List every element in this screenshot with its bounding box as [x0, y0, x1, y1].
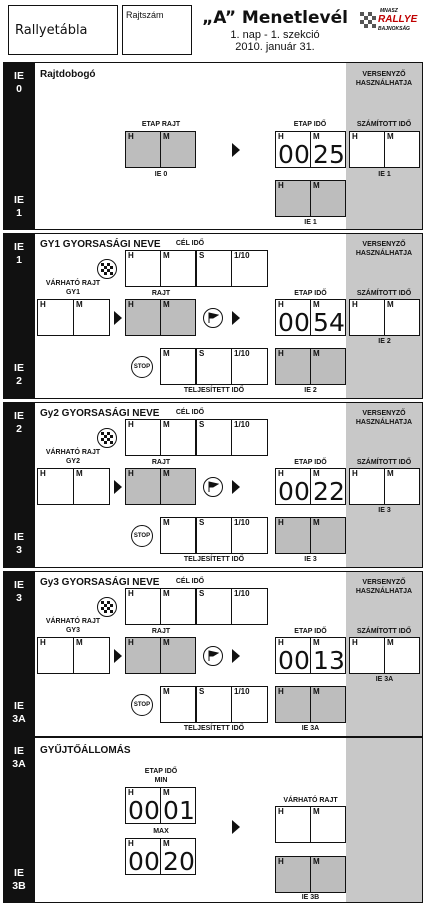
logo-main-text: RALLYE — [378, 14, 418, 25]
rajt-minute[interactable]: M — [160, 299, 196, 336]
cel-minute[interactable]: M — [160, 250, 196, 287]
checkered-flag-svg — [101, 263, 113, 275]
ie-top-b: 2 — [16, 423, 22, 435]
etap-ido-hour[interactable]: H 0 0 — [275, 637, 311, 674]
checkered-flag-svg — [101, 432, 113, 444]
ie-bot-a: IE — [14, 700, 24, 712]
ie-1-label: IE 1 — [378, 171, 391, 178]
section-start-sidebar — [3, 62, 35, 230]
etap-ido-label: ETAP IDŐ — [294, 290, 327, 297]
ie1-minute[interactable]: M — [310, 180, 346, 217]
cel-second[interactable]: S — [196, 250, 232, 287]
hasznalhatja-label: HASZNÁLHATJA — [355, 588, 413, 595]
etap-ido-hour[interactable]: H 0 0 — [275, 131, 311, 168]
ie-top-a: IE — [14, 410, 24, 422]
ie-minute[interactable]: M — [310, 517, 346, 554]
ie-right-label: IE 3A — [375, 676, 394, 683]
szamitott-hour[interactable]: H — [349, 468, 385, 505]
rajt-minute[interactable]: M — [160, 468, 196, 505]
arrow-right-icon — [114, 480, 122, 494]
teljesitett-tenth[interactable]: 1/10 — [231, 686, 268, 723]
section-collection-sidebar — [3, 737, 35, 903]
rajt-label: RAJT — [151, 628, 171, 635]
varhato-rajt-sub: GY2 — [65, 458, 80, 465]
teljesitett-label: TELJESÍTETT IDŐ — [183, 556, 245, 563]
arrow-right-icon — [232, 649, 240, 663]
ie-bot-b: 3A — [12, 713, 26, 725]
logo-top-text: MNASZ — [380, 8, 398, 14]
page-title: „A” Menetlevél — [202, 8, 348, 28]
cel-tenth[interactable]: 1/10 — [231, 588, 268, 625]
stage-2-sidebar — [3, 402, 35, 568]
szamitott-ido-label: SZÁMÍTOTT IDŐ — [356, 121, 412, 128]
flag-svg — [207, 481, 219, 493]
cel-hour[interactable]: H — [125, 250, 161, 287]
ie-bottom-label: IE 2 — [304, 387, 317, 394]
stop-icon: STOP — [131, 694, 153, 716]
max-hour[interactable]: H 0 0 — [125, 838, 161, 875]
ie-right-label: IE 2 — [378, 338, 391, 345]
ie3b-hour[interactable]: H — [275, 856, 311, 893]
start-number-box[interactable] — [122, 5, 192, 55]
ie-hour[interactable]: H — [275, 686, 311, 723]
ie-top-a: IE — [14, 241, 24, 253]
ie-bot-a: IE — [14, 194, 24, 206]
teljesitett-tenth[interactable]: 1/10 — [231, 517, 268, 554]
teljesitett-second[interactable]: S — [196, 686, 232, 723]
etap-rajt-hour[interactable]: H — [125, 131, 161, 168]
teljesitett-minute[interactable]: M — [160, 517, 196, 554]
ie-bot-b: 3B — [12, 880, 26, 892]
max-label: MAX — [153, 828, 169, 835]
versenyzo-label: VERSENYZŐ — [362, 241, 406, 248]
stage-3-sidebar — [3, 571, 35, 737]
teljesitett-label: TELJESÍTETT IDŐ — [183, 725, 245, 732]
flag-svg — [207, 650, 219, 662]
arrow-right-icon — [114, 311, 122, 325]
start-flag-icon — [203, 646, 223, 666]
cel-minute[interactable]: M — [160, 419, 196, 456]
teljesitett-second[interactable]: S — [196, 348, 232, 385]
szamitott-ido-label: SZÁMÍTOTT IDŐ — [356, 628, 412, 635]
etap-ido-hour[interactable]: H 0 0 — [275, 299, 311, 336]
szamitott-minute[interactable]: M — [384, 131, 420, 168]
cel-second[interactable]: S — [196, 588, 232, 625]
varhato-rajt-sub: GY1 — [65, 289, 80, 296]
stop-icon: STOP — [131, 356, 153, 378]
szamitott-ido-label: SZÁMÍTOTT IDŐ — [356, 290, 412, 297]
versenyzo-label: VERSENYZŐ — [362, 410, 406, 417]
rajt-minute[interactable]: M — [160, 637, 196, 674]
ie-bot-a: IE — [14, 531, 24, 543]
varhato-rajt-label: VÁRHATÓ RAJT — [45, 280, 101, 287]
szamitott-hour[interactable]: H — [349, 637, 385, 674]
etap-ido-minute[interactable]: M 2 2 — [310, 468, 346, 505]
checkered-flag-svg — [101, 601, 113, 613]
ie-bottom-label: IE 3A — [301, 725, 320, 732]
ie-bot-a: IE — [14, 867, 24, 879]
varhato-rajt-label: VÁRHATÓ RAJT — [45, 618, 101, 625]
szamitott-minute[interactable]: M — [384, 468, 420, 505]
varhato-hour[interactable]: H — [37, 299, 74, 336]
ie-3b-label: IE 3B — [301, 894, 320, 901]
szamitott-minute[interactable]: M — [384, 299, 420, 336]
teljesitett-minute[interactable]: M — [160, 686, 196, 723]
ie-hour[interactable]: H — [275, 348, 311, 385]
max-minute[interactable]: M 2 0 — [160, 838, 196, 875]
section-collection-title: GYŰJTŐÁLLOMÁS — [40, 745, 131, 756]
varhato-rajt-label: VÁRHATÓ RAJT — [45, 449, 101, 456]
etap-rajt-label: ETAP RAJT — [141, 121, 181, 128]
versenyzo-label: VERSENYZŐ — [362, 579, 406, 586]
teljesitett-label: TELJESÍTETT IDŐ — [183, 387, 245, 394]
szamitott-hour[interactable]: H — [349, 299, 385, 336]
varhato-minute[interactable]: M — [73, 299, 110, 336]
teljesitett-minute[interactable]: M — [160, 348, 196, 385]
checkered-flag-icon — [97, 259, 117, 279]
etap-ido-label: ETAP IDŐ — [294, 459, 327, 466]
varhato-minute[interactable]: M — [73, 637, 110, 674]
szamitott-hour[interactable]: H — [349, 131, 385, 168]
ie-bot-b: 1 — [16, 207, 22, 219]
cel-tenth[interactable]: 1/10 — [231, 419, 268, 456]
cel-ido-label: CÉL IDŐ — [175, 409, 205, 416]
rajt-label: RAJT — [151, 290, 171, 297]
arrow-right-icon — [232, 480, 240, 494]
start-number-label: Rajtszám — [126, 10, 164, 20]
rajt-label: RAJT — [151, 459, 171, 466]
ie-0-label: IE 0 — [154, 171, 168, 178]
ie1-hour[interactable]: H — [275, 180, 311, 217]
stage-2-title: Gy2 GYORSASÁGI NEVE — [40, 408, 160, 419]
flag-svg — [207, 312, 219, 324]
rajt-hour[interactable]: H — [125, 299, 161, 336]
etap-ido-minute[interactable]: M 2 5 — [310, 131, 346, 168]
ie-bot-b: 3 — [16, 544, 22, 556]
stage-3-title: Gy3 GYORSASÁGI NEVE — [40, 577, 160, 588]
versenyzo-label: VERSENYZŐ — [362, 71, 406, 78]
start-flag-icon — [203, 308, 223, 328]
section-subtitle: 1. nap - 1. szekció — [230, 29, 320, 41]
rajt-hour[interactable]: H — [125, 637, 161, 674]
section-start-title: Rajtdobogó — [40, 69, 96, 80]
ie-top-b: 3A — [12, 758, 26, 770]
etap-ido-label: ETAP IDŐ — [294, 628, 327, 635]
ie-top-b: 0 — [16, 83, 22, 95]
cel-hour[interactable]: H — [125, 588, 161, 625]
ie-right-label: IE 3 — [378, 507, 391, 514]
arrow-right-icon — [232, 311, 240, 325]
ie-bottom-label: IE 3 — [304, 556, 317, 563]
varhato-hour[interactable]: H — [37, 637, 74, 674]
etap-ido-hour[interactable]: H 0 0 — [275, 468, 311, 505]
rally-table-box[interactable] — [8, 5, 118, 55]
hasznalhatja-label: HASZNÁLHATJA — [355, 80, 413, 87]
ie-1-bottom-label: IE 1 — [304, 219, 317, 226]
arrow-right-icon — [232, 143, 240, 157]
min-hour[interactable]: H 0 0 — [125, 787, 161, 824]
min-minute[interactable]: M 0 1 — [160, 787, 196, 824]
ie-top-a: IE — [14, 579, 24, 591]
varhato-rajt-label: VÁRHATÓ RAJT — [283, 797, 338, 804]
ie-minute[interactable]: M — [310, 686, 346, 723]
date-label: 2010. január 31. — [235, 41, 315, 53]
teljesitett-second[interactable]: S — [196, 517, 232, 554]
stage-1-sidebar — [3, 233, 35, 399]
rajt-hour[interactable]: H — [125, 468, 161, 505]
szamitott-minute[interactable]: M — [384, 637, 420, 674]
ie-bot-a: IE — [14, 362, 24, 374]
varhato-minute[interactable]: M — [310, 806, 346, 843]
cel-ido-label: CÉL IDŐ — [175, 578, 205, 585]
varhato-rajt-sub: GY3 — [65, 627, 80, 634]
cel-ido-label: CÉL IDŐ — [175, 240, 205, 247]
ie-top-a: IE — [14, 745, 24, 757]
etap-ido-label: ETAP IDŐ — [293, 121, 327, 128]
etap-rajt-minute[interactable]: M — [160, 131, 196, 168]
varhato-hour[interactable]: H — [37, 468, 74, 505]
etap-ido-minute[interactable]: M 1 3 — [310, 637, 346, 674]
start-flag-icon — [203, 477, 223, 497]
arrow-right-icon — [114, 649, 122, 663]
checkered-flag-icon — [97, 597, 117, 617]
min-label: MIN — [154, 777, 168, 784]
varhato-hour[interactable]: H — [275, 806, 311, 843]
cel-minute[interactable]: M — [160, 588, 196, 625]
ie-top-b: 1 — [16, 254, 22, 266]
collection-etap-ido-label: ETAP IDŐ — [144, 768, 178, 775]
etap-ido-minute[interactable]: M 5 4 — [310, 299, 346, 336]
ie-bot-b: 2 — [16, 375, 22, 387]
hasznalhatja-label: HASZNÁLHATJA — [355, 419, 413, 426]
arrow-right-icon — [232, 820, 240, 834]
varhato-minute[interactable]: M — [73, 468, 110, 505]
teljesitett-tenth[interactable]: 1/10 — [231, 348, 268, 385]
szamitott-ido-label: SZÁMÍTOTT IDŐ — [356, 459, 412, 466]
rallye-logo — [358, 6, 420, 38]
logo-sub-text: BAJNOKSÁG — [378, 26, 410, 32]
ie3b-minute[interactable]: M — [310, 856, 346, 893]
ie-minute[interactable]: M — [310, 348, 346, 385]
stop-icon: STOP — [131, 525, 153, 547]
section-collection-gray-column — [346, 738, 422, 902]
cel-second[interactable]: S — [196, 419, 232, 456]
checkered-flag-icon — [97, 428, 117, 448]
rally-table-label: Rallyetábla — [15, 23, 88, 38]
ie-top-b: 3 — [16, 592, 22, 604]
hasznalhatja-label: HASZNÁLHATJA — [355, 250, 413, 257]
cel-hour[interactable]: H — [125, 419, 161, 456]
stage-1-title: GY1 GYORSASÁGI NEVE — [40, 239, 161, 250]
ie-hour[interactable]: H — [275, 517, 311, 554]
ie-top-a: IE — [14, 70, 24, 82]
cel-tenth[interactable]: 1/10 — [231, 250, 268, 287]
